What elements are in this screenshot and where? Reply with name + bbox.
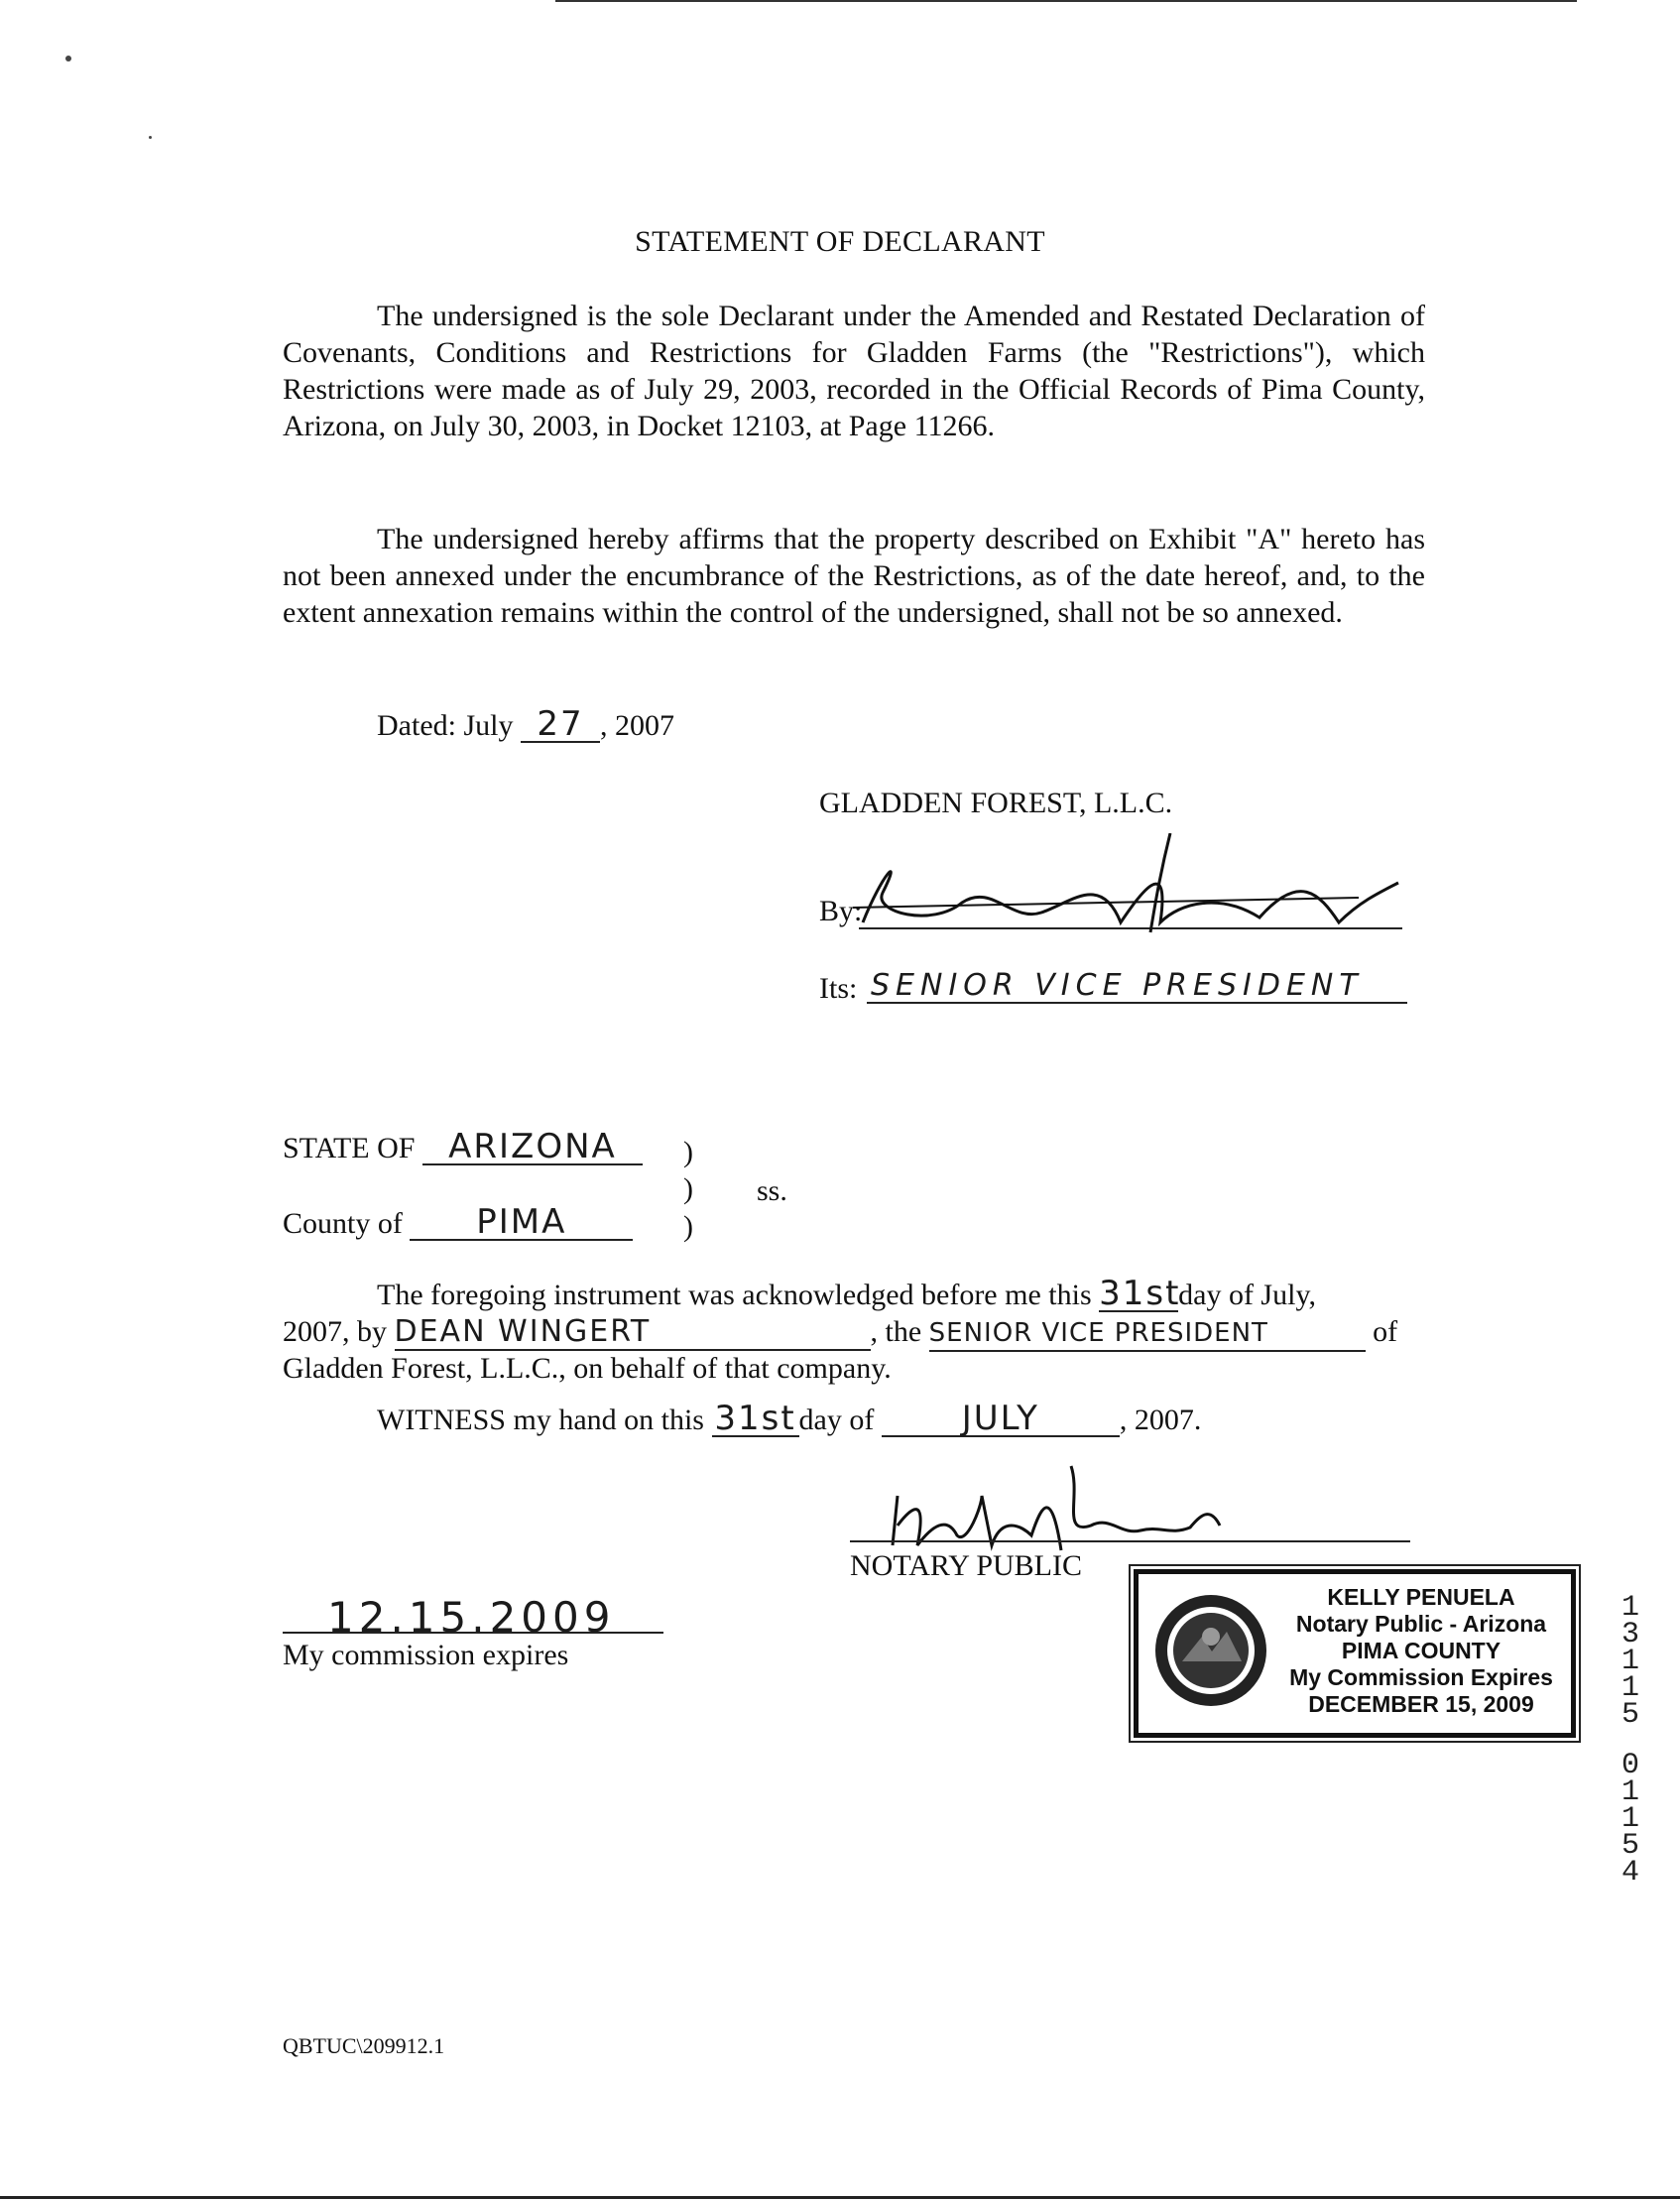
commission-label: My commission expires	[283, 1639, 569, 1671]
stamp-line-1: KELLY PENUELA	[1327, 1584, 1515, 1610]
footer-code: QBTUC\209912.1	[283, 2033, 445, 2058]
recording-digit: 5	[1620, 1829, 1639, 1863]
scan-speck	[149, 136, 152, 139]
recording-digit: 3	[1620, 1618, 1639, 1651]
recording-digit: 4	[1620, 1856, 1639, 1890]
witness-day: 31st	[712, 1402, 799, 1437]
ack-line-1	[377, 1274, 1316, 1313]
witness-line	[377, 1399, 1202, 1438]
paren-2: )	[683, 1172, 693, 1205]
county-label: County of	[283, 1207, 403, 1240]
stamp-line-3: PIMA COUNTY	[1341, 1638, 1501, 1663]
recording-digit: 5	[1620, 1698, 1639, 1732]
its-value: SENIOR VICE PRESIDENT	[871, 968, 1364, 1003]
by-label: By:	[819, 895, 863, 927]
ack-day: 31st	[1099, 1274, 1181, 1313]
top-edge-line	[555, 0, 1577, 2]
stamp-line-2: Notary Public - Arizona	[1295, 1611, 1547, 1637]
dated-suffix: , 2007	[599, 709, 674, 742]
state-label: STATE OF	[283, 1132, 416, 1164]
paren-3: )	[683, 1210, 693, 1243]
its-label: Its:	[819, 972, 858, 1005]
paragraph-declarant: The undersigned is the sole Declarant under the Amended and Restated Declaration of Covenants, Conditions and Restrictions for Gladden Farms (the "Restrictions"), which Restrictions were made as of July 29, 2003, recorded in the Official Records of Pima County, Arizona, on July 30, 2003, in Docket 12103, at Page 11266.	[283, 300, 1425, 442]
scan-speck	[65, 56, 71, 61]
recording-digit: 1	[1620, 1802, 1639, 1836]
notary-signature-line	[850, 1540, 1410, 1542]
witness-mid: day of	[798, 1404, 875, 1436]
county-row	[283, 1202, 633, 1242]
ack-name: DEAN WINGERT	[395, 1315, 871, 1351]
recording-digit: 1	[1620, 1645, 1639, 1678]
ack-line-3: Gladden Forest, L.L.C., on behalf of that company.	[283, 1352, 892, 1385]
state-row	[283, 1127, 643, 1166]
ack-line-2	[283, 1313, 1397, 1352]
recording-digit: 0	[1620, 1749, 1639, 1782]
recording-digit: 1	[1620, 1591, 1639, 1625]
paren-1: )	[683, 1136, 693, 1168]
company-name: GLADDEN FOREST, L.L.C.	[819, 787, 1173, 819]
bottom-edge-line	[0, 2196, 1680, 2199]
notary-label: NOTARY PUBLIC	[850, 1549, 1083, 1582]
notary-stamp	[1134, 1569, 1576, 1738]
ack-text-2: day of July,	[1178, 1279, 1316, 1311]
witness-suffix: , 2007.	[1119, 1404, 1202, 1436]
witness-prefix: WITNESS my hand on this	[377, 1404, 704, 1436]
commission-line	[283, 1632, 663, 1634]
ack-text-1: The foregoing instrument was acknowledged before me this	[377, 1279, 1092, 1311]
stamp-line-4: My Commission Expires	[1289, 1664, 1553, 1690]
paragraph-affirmation: The undersigned hereby affirms that the property described on Exhibit "A" hereto has not been annexed under the encumbrance of the Restrictions, as of the date hereof, and, to the extent annexation remains within the control of the undersigned, shall not be so annexed.	[283, 523, 1425, 629]
stamp-text	[1277, 1584, 1565, 1718]
arizona-seal-icon	[1152, 1592, 1269, 1709]
recording-number	[1616, 1591, 1645, 1890]
dated-day: 27	[521, 707, 600, 743]
dated-prefix: Dated: July	[377, 709, 514, 742]
recording-digit: 1	[1620, 1671, 1639, 1705]
ack-title: SENIOR VICE PRESIDENT	[929, 1316, 1366, 1352]
witness-month: JULY	[882, 1402, 1120, 1437]
stamp-line-5: DECEMBER 15, 2009	[1308, 1691, 1534, 1717]
declarant-signature	[843, 833, 1418, 952]
ss-label: ss.	[757, 1174, 787, 1207]
ack-text-3: 2007, by	[283, 1315, 387, 1348]
document-title: STATEMENT OF DECLARANT	[635, 225, 1045, 258]
state-value: ARIZONA	[422, 1130, 643, 1165]
dated-line	[377, 704, 674, 744]
county-value: PIMA	[410, 1205, 633, 1241]
commission-date: 12.15.2009	[327, 1593, 616, 1642]
ack-text-4: , the	[870, 1315, 922, 1348]
ack-text-5: of	[1373, 1315, 1398, 1348]
recording-digit: 1	[1620, 1775, 1639, 1809]
